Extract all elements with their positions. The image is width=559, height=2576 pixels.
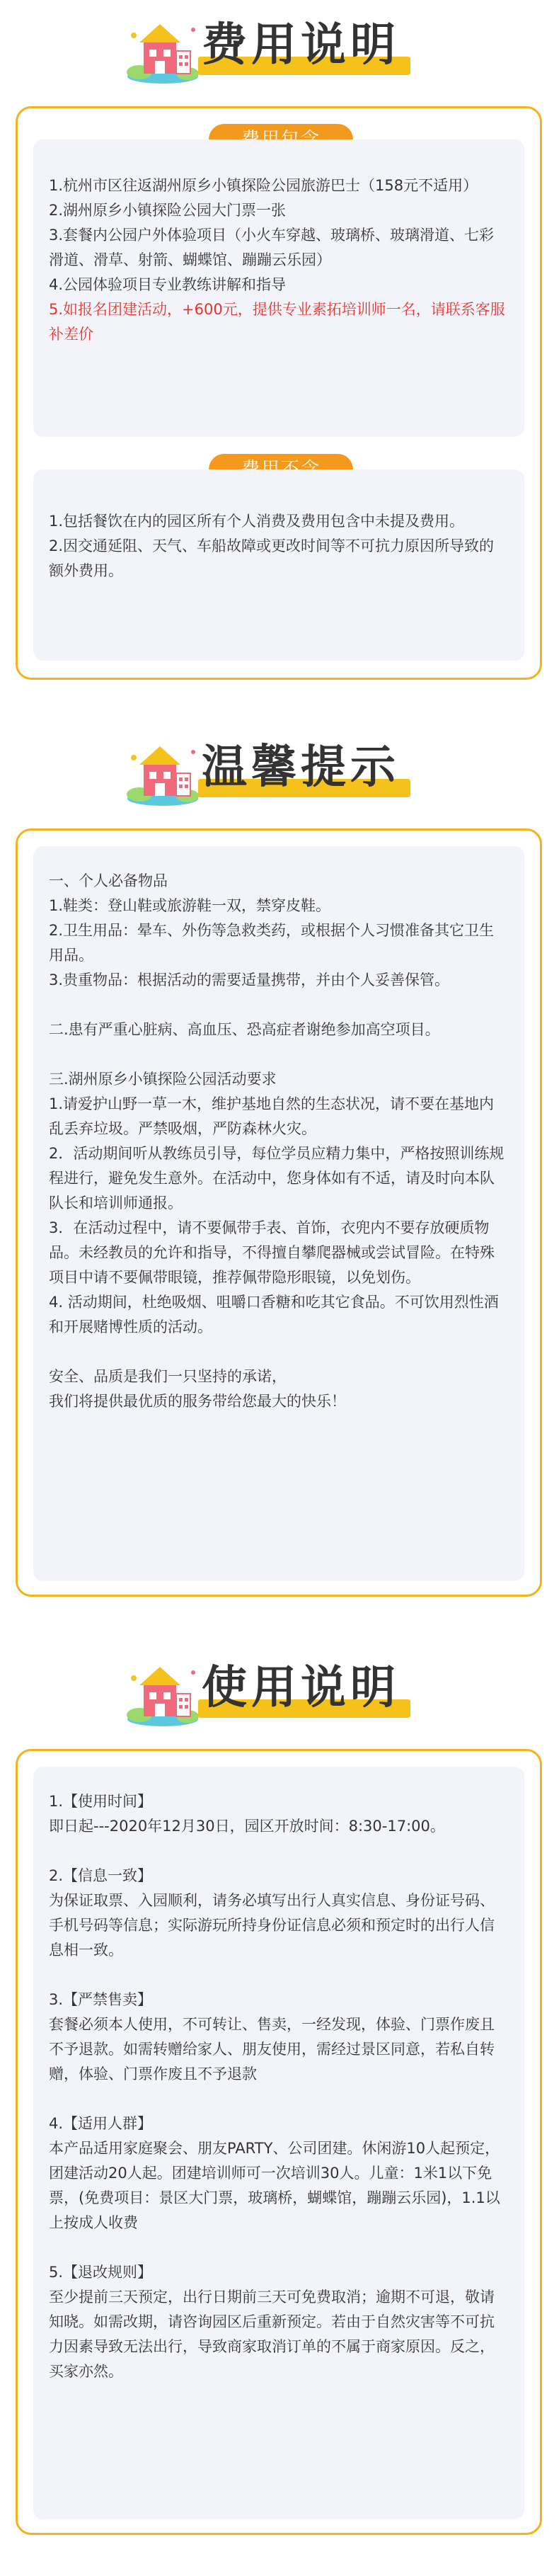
- spacer: [49, 1839, 509, 1864]
- usage-heading: 4.【适用人群】: [49, 2115, 153, 2132]
- list-item: 2．活动期间听从教练员引导，每位学员应精力集中，严格按照训练规程进行，避免发生意外。在活动中，您身体如有不适，请及时向本队队长和培训师通报。: [49, 1145, 505, 1212]
- house-icon: [124, 1657, 202, 1728]
- team-building-note: 5.如报名团建活动，+600元，提供专业素拓培训师一名，请联系客服补差价: [49, 301, 505, 343]
- spacer: [49, 1340, 509, 1364]
- list-item: 一、个人必备物品: [49, 872, 168, 889]
- tips-panel: [33, 846, 524, 1581]
- tips-header: [124, 736, 435, 807]
- usage-section-header: [0, 1643, 559, 1735]
- list-item: 4. 活动期间，杜绝吸烟、咀嚼口香糖和吃其它食品。不可饮用烈性酒和开展赌博性质的活动。: [49, 1294, 499, 1335]
- list-item: 1.包括餐饮在内的园区所有个人消费及费用包含中未提及费用。: [49, 513, 465, 530]
- list-item: 1.杭州市区往返湖州原乡小镇探险公园旅游巴士（158元不适用）: [49, 177, 478, 194]
- usage-text: 本产品适用家庭聚会、朋友PARTY、公司团建。休闲游10人起预定，团建活动20人起。团建培训师可一次培训30人。儿童：1米1以下免票，(免费项目：景区大门票，玻璃桥，蝴蝶馆，蹦蹦云乐园)，1.1以上按成人收费: [49, 2140, 500, 2231]
- list-item: 1.请爱护山野一草一木，维护基地自然的生态状况，请不要在基地内乱丢弃垃圾。严禁吸烟，严防森林火灾。: [49, 1095, 495, 1137]
- tips-list: [49, 869, 509, 1414]
- list-item: 安全、品质是我们一只坚持的承诺，: [49, 1368, 287, 1385]
- usage-heading: 3.【严禁售卖】: [49, 1991, 153, 2008]
- list-item: 2.卫生用品：晕车、外伤等急救类药，或根据个人习惯准备其它卫生用品。: [49, 922, 495, 964]
- fees-excluded-panel: [33, 469, 524, 661]
- list-item: 3.贵重物品：根据活动的需要适量携带，并由个人妥善保管。: [49, 971, 450, 988]
- usage-header: [124, 1657, 435, 1728]
- usage-panel: [33, 1767, 524, 2519]
- list-item: 我们将提供最优质的服务带给您最大的快乐！: [49, 1393, 346, 1410]
- list-item: 4.公园体验项目专业教练讲解和指导: [49, 276, 287, 293]
- usage-text: 至少提前三天预定，出行日期前三天可免费取消；逾期不可退，敬请知晓。如需改期，请咨询园区后重新预定。若由于自然灾害等不可抗力因素导致无法出行，导致商家取消订单的不属于商家原因。反之，买家亦然。: [49, 2289, 495, 2380]
- fees-section-header: [0, 0, 559, 92]
- fees-card: [16, 106, 542, 680]
- usage-text: 即日起---2020年12月30日，园区开放时间：8:30-17:00。: [49, 1818, 445, 1835]
- spacer: [49, 2087, 509, 2111]
- usage-text: 套餐必须本人使用，不可转让、售卖，一经发现，体验、门票作废且不予退款。如需转赠给家人、朋友使用，需经过景区同意，若私自转赠，体验、门票作废且不予退款: [49, 2016, 495, 2082]
- usage-heading: 2.【信息一致】: [49, 1867, 153, 1884]
- fees-excluded-list: [49, 509, 509, 583]
- usage-list: [49, 1789, 509, 2384]
- tips-section-header: [0, 722, 559, 814]
- usage-heading: 1.【使用时间】: [49, 1793, 153, 1810]
- tips-title: 温馨提示: [202, 741, 400, 794]
- spacer: [49, 2235, 509, 2260]
- spacer: [49, 1042, 509, 1067]
- spacer: [49, 993, 509, 1018]
- list-item: 三.湖州原乡小镇探险公园活动要求: [49, 1071, 277, 1088]
- list-item: 2.因交通延阻、天气、车船故障或更改时间等不可抗力原因所导致的额外费用。: [49, 537, 495, 579]
- fees-title: 费用说明: [202, 19, 400, 72]
- usage-text: 为保证取票、入园顺利，请务必填写出行人真实信息、身份证号码、手机号码等信息；实际游玩所持身份证信息必须和预定时的出行人信息相一致。: [49, 1892, 495, 1959]
- spacer: [49, 1963, 509, 1988]
- usage-heading: 5.【退改规则】: [49, 2264, 153, 2281]
- house-icon: [124, 14, 202, 85]
- list-item: 2.湖州原乡小镇探险公园大门票一张: [49, 202, 287, 219]
- house-icon: [124, 736, 202, 807]
- list-item: 3．在活动过程中，请不要佩带手表、首饰，衣兜内不要存放硬质物品。未经教员的允许和指导，不得擅自攀爬器械或尝试冒险。在特殊项目中请不要佩带眼镜，推荐佩带隐形眼镜，以免划伤。: [49, 1219, 495, 1286]
- fees-included-panel: [33, 139, 524, 437]
- list-item: 3.套餐内公园户外体验项目（小火车穿越、玻璃桥、玻璃滑道、七彩滑道、滑草、射箭、蝴蝶馆、蹦蹦云乐园）: [49, 227, 495, 268]
- fees-header: [124, 14, 435, 85]
- usage-card: [16, 1749, 542, 2535]
- fees-included-list: [49, 173, 509, 347]
- list-item: 1.鞋类：登山鞋或旅游鞋一双，禁穿皮鞋。: [49, 897, 331, 914]
- usage-title: 使用说明: [202, 1662, 400, 1714]
- tips-card: [16, 828, 542, 1597]
- list-item: 二.患有严重心脏病、高血压、恐高症者谢绝参加高空项目。: [49, 1021, 440, 1038]
